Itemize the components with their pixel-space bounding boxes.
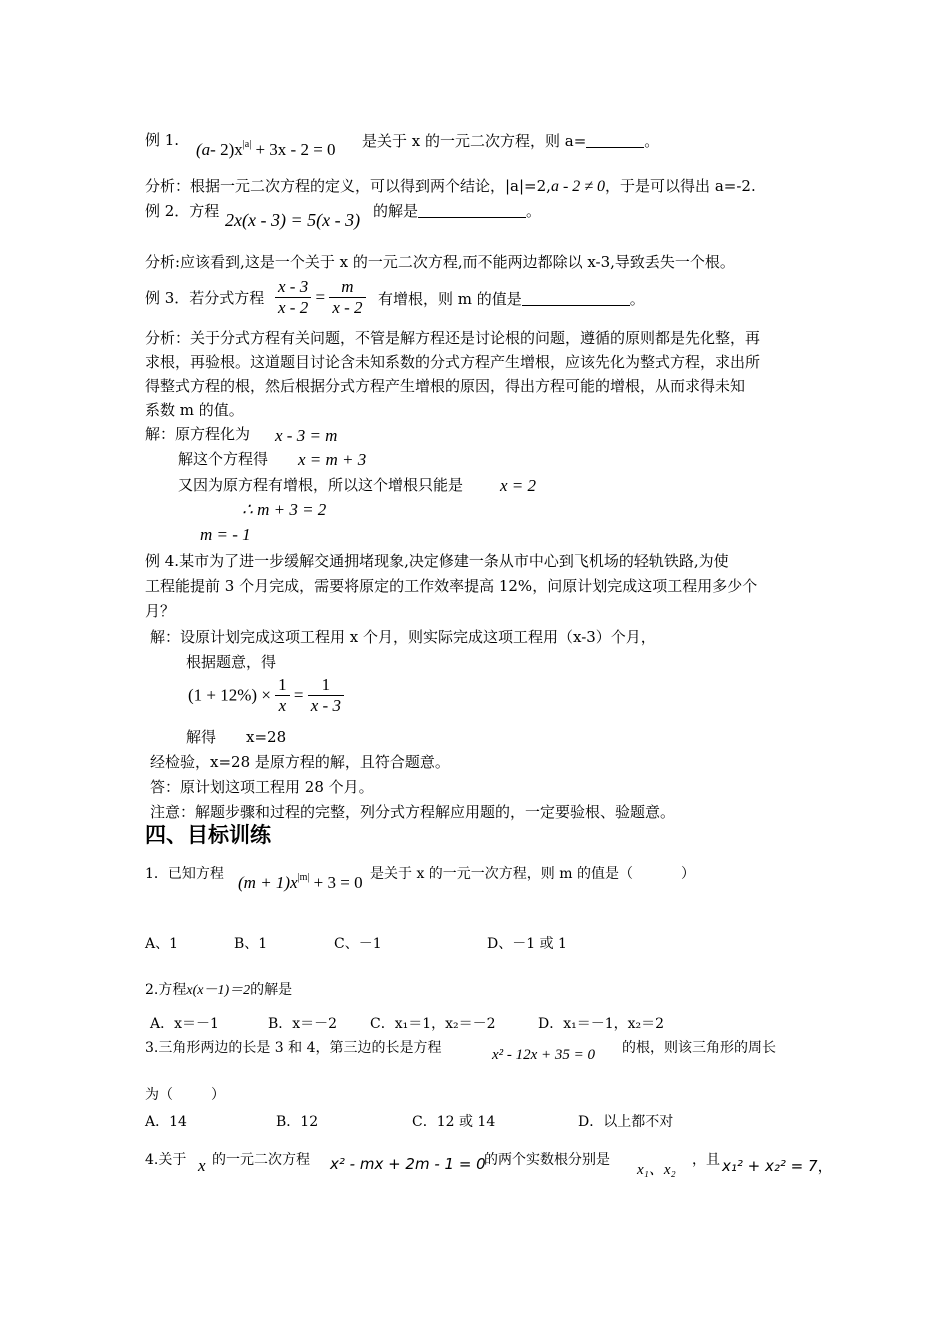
analysis-2: 分析:应该看到,这是一个关于 x 的一元二次方程,而不能两边都除以 x-3,导致丢失一个根。 <box>145 253 735 271</box>
q1-option-c[interactable]: C、－1 <box>334 936 382 952</box>
q2-option-b[interactable]: B．x＝－2 <box>268 1016 338 1032</box>
q2-option-a[interactable]: A．x＝－1 <box>150 1016 219 1032</box>
q3-text3: 为（ ） <box>145 1087 225 1103</box>
q2-option-d[interactable]: D．x₁＝－1，x₂＝2 <box>538 1016 665 1032</box>
q4-t1: 4.关于 <box>145 1152 187 1168</box>
sol3-line1: 解：原方程化为 <box>145 425 251 443</box>
q3-text: 3.三角形两边的长是 3 和 4，第三边的长是方程 <box>145 1040 442 1056</box>
sol4-line5: 答：原计划这项工程用 28 个月。 <box>150 778 374 796</box>
ex2-blank[interactable] <box>418 203 526 218</box>
q4-cond: x₁² + x₂² = 7， <box>722 1157 833 1175</box>
sol3-formula1: x - 3 = m <box>275 426 338 445</box>
q3-option-d[interactable]: D．以上都不对 <box>578 1114 674 1130</box>
sol3-line3: 又因为原方程有增根，所以这个增根只能是 <box>178 476 464 494</box>
q1-option-a[interactable]: A、1 <box>145 936 179 952</box>
q3-formula: x² - 12x + 35 = 0 <box>492 1047 596 1063</box>
ex2-label: 例 2．方程 <box>145 202 220 220</box>
sol3-line2: 解这个方程得 <box>178 450 269 468</box>
ex4-text: 例 4.某市为了进一步缓解交通拥堵现象,决定修建一条从市中心到飞机场的轻轨铁路,为使 工程能提前 3 个月完成，需要将原定的工作效率提高 12%，问原计划完成这项工程用多少个 月？ <box>145 552 758 620</box>
ex3-formula: $\frac{x - 3}{x - 2}$ = $\frac{m}{x - 2}$ <box>275 277 366 318</box>
q4-var: x <box>198 1156 206 1175</box>
ex3-question: 有增根，则 m 的值是 。 <box>378 290 645 308</box>
q4-roots: x₁、x₂ <box>637 1162 676 1178</box>
ex2-question: 的解是 。 <box>373 202 542 220</box>
ex1-question: 是关于 x 的一元二次方程，则 a= 。 <box>362 132 660 150</box>
q1-question: 是关于 x 的一元一次方程，则 m 的值是（ ） <box>370 866 695 882</box>
q1-option-d[interactable]: D、－1 或 1 <box>487 936 567 952</box>
ex2-formula: 2x(x - 3) = 5(x - 3) <box>225 210 361 230</box>
sol4-formula: (1 + 12%) × $\frac{1}{x}$ = $\frac{1}{x - 3}$ <box>188 675 344 716</box>
analysis-3: 分析：关于分式方程有关问题，不管是解方程还是讨论根的问题，遵循的原则都是先化整，再 求根，再验根。这道题目讨论含未知系数的分式方程产生增根，应该先化为整式方程，求出所 得整式方程的根，然后根据分式方程产生增根的原因，得出方程可能的增根，从而求得未知 系数 m 的值。 <box>145 329 761 419</box>
q4-t3: 的两个实数根分别是 <box>484 1152 610 1168</box>
section-title: 四、目标训练 <box>145 823 271 847</box>
analysis-1: 分析：根据一元二次方程的定义，可以得到两个结论，|a|=2,a - 2 ≠ 0，于是可以得出 a=-2. <box>145 177 756 195</box>
q3-option-b[interactable]: B．12 <box>276 1114 319 1130</box>
sol3-formula3: x = 2 <box>500 476 537 495</box>
q4-t2: 的一元二次方程 <box>212 1152 310 1168</box>
q3-option-a[interactable]: A．14 <box>145 1114 187 1130</box>
sol3-formula4: ∴ m + 3 = 2 <box>242 500 327 519</box>
sol4-line2: 根据题意，得 <box>186 653 277 671</box>
q4-t4: ，且 <box>692 1152 720 1168</box>
sol4-line3: 解得 x=28 <box>186 728 287 746</box>
sol4-line6: 注意：解题步骤和过程的完整，列分式方程解应用题的，一定要验根、验题意。 <box>150 803 676 821</box>
ex1-label: 例 1. <box>145 131 180 149</box>
ex1-formula: (a- $2)x^{|a|} + 3x - 2 = 0$ <box>196 139 336 159</box>
sol3-formula2: x = m + 3 <box>298 450 367 469</box>
q1-option-b[interactable]: B、1 <box>234 936 268 952</box>
sol3-formula5: m = - 1 <box>200 525 251 544</box>
ex3-label: 例 3．若分式方程 <box>145 289 265 307</box>
q1-label: 1．已知方程 <box>145 866 224 882</box>
q2-question: 2.方程x(x－1)＝2的解是 <box>145 982 293 998</box>
q3-text2: 的根，则该三角形的周长 <box>622 1040 776 1056</box>
ex1-blank[interactable] <box>586 133 644 148</box>
q1-formula: $(m + 1)x^{|m|} + 3 = 0$ <box>238 872 363 892</box>
q3-option-c[interactable]: C．12 或 14 <box>412 1114 496 1130</box>
q2-option-c[interactable]: C．x₁＝1，x₂＝－2 <box>370 1016 496 1032</box>
ex3-blank[interactable] <box>522 291 630 306</box>
q4-formula: x² - mx + 2m - 1 = 0 <box>330 1155 486 1173</box>
sol4-line4: 经检验，x=28 是原方程的解，且符合题意。 <box>150 753 450 771</box>
sol4-line1: 解：设原计划完成这项工程用 x 个月，则实际完成这项工程用（x-3）个月， <box>150 628 656 646</box>
